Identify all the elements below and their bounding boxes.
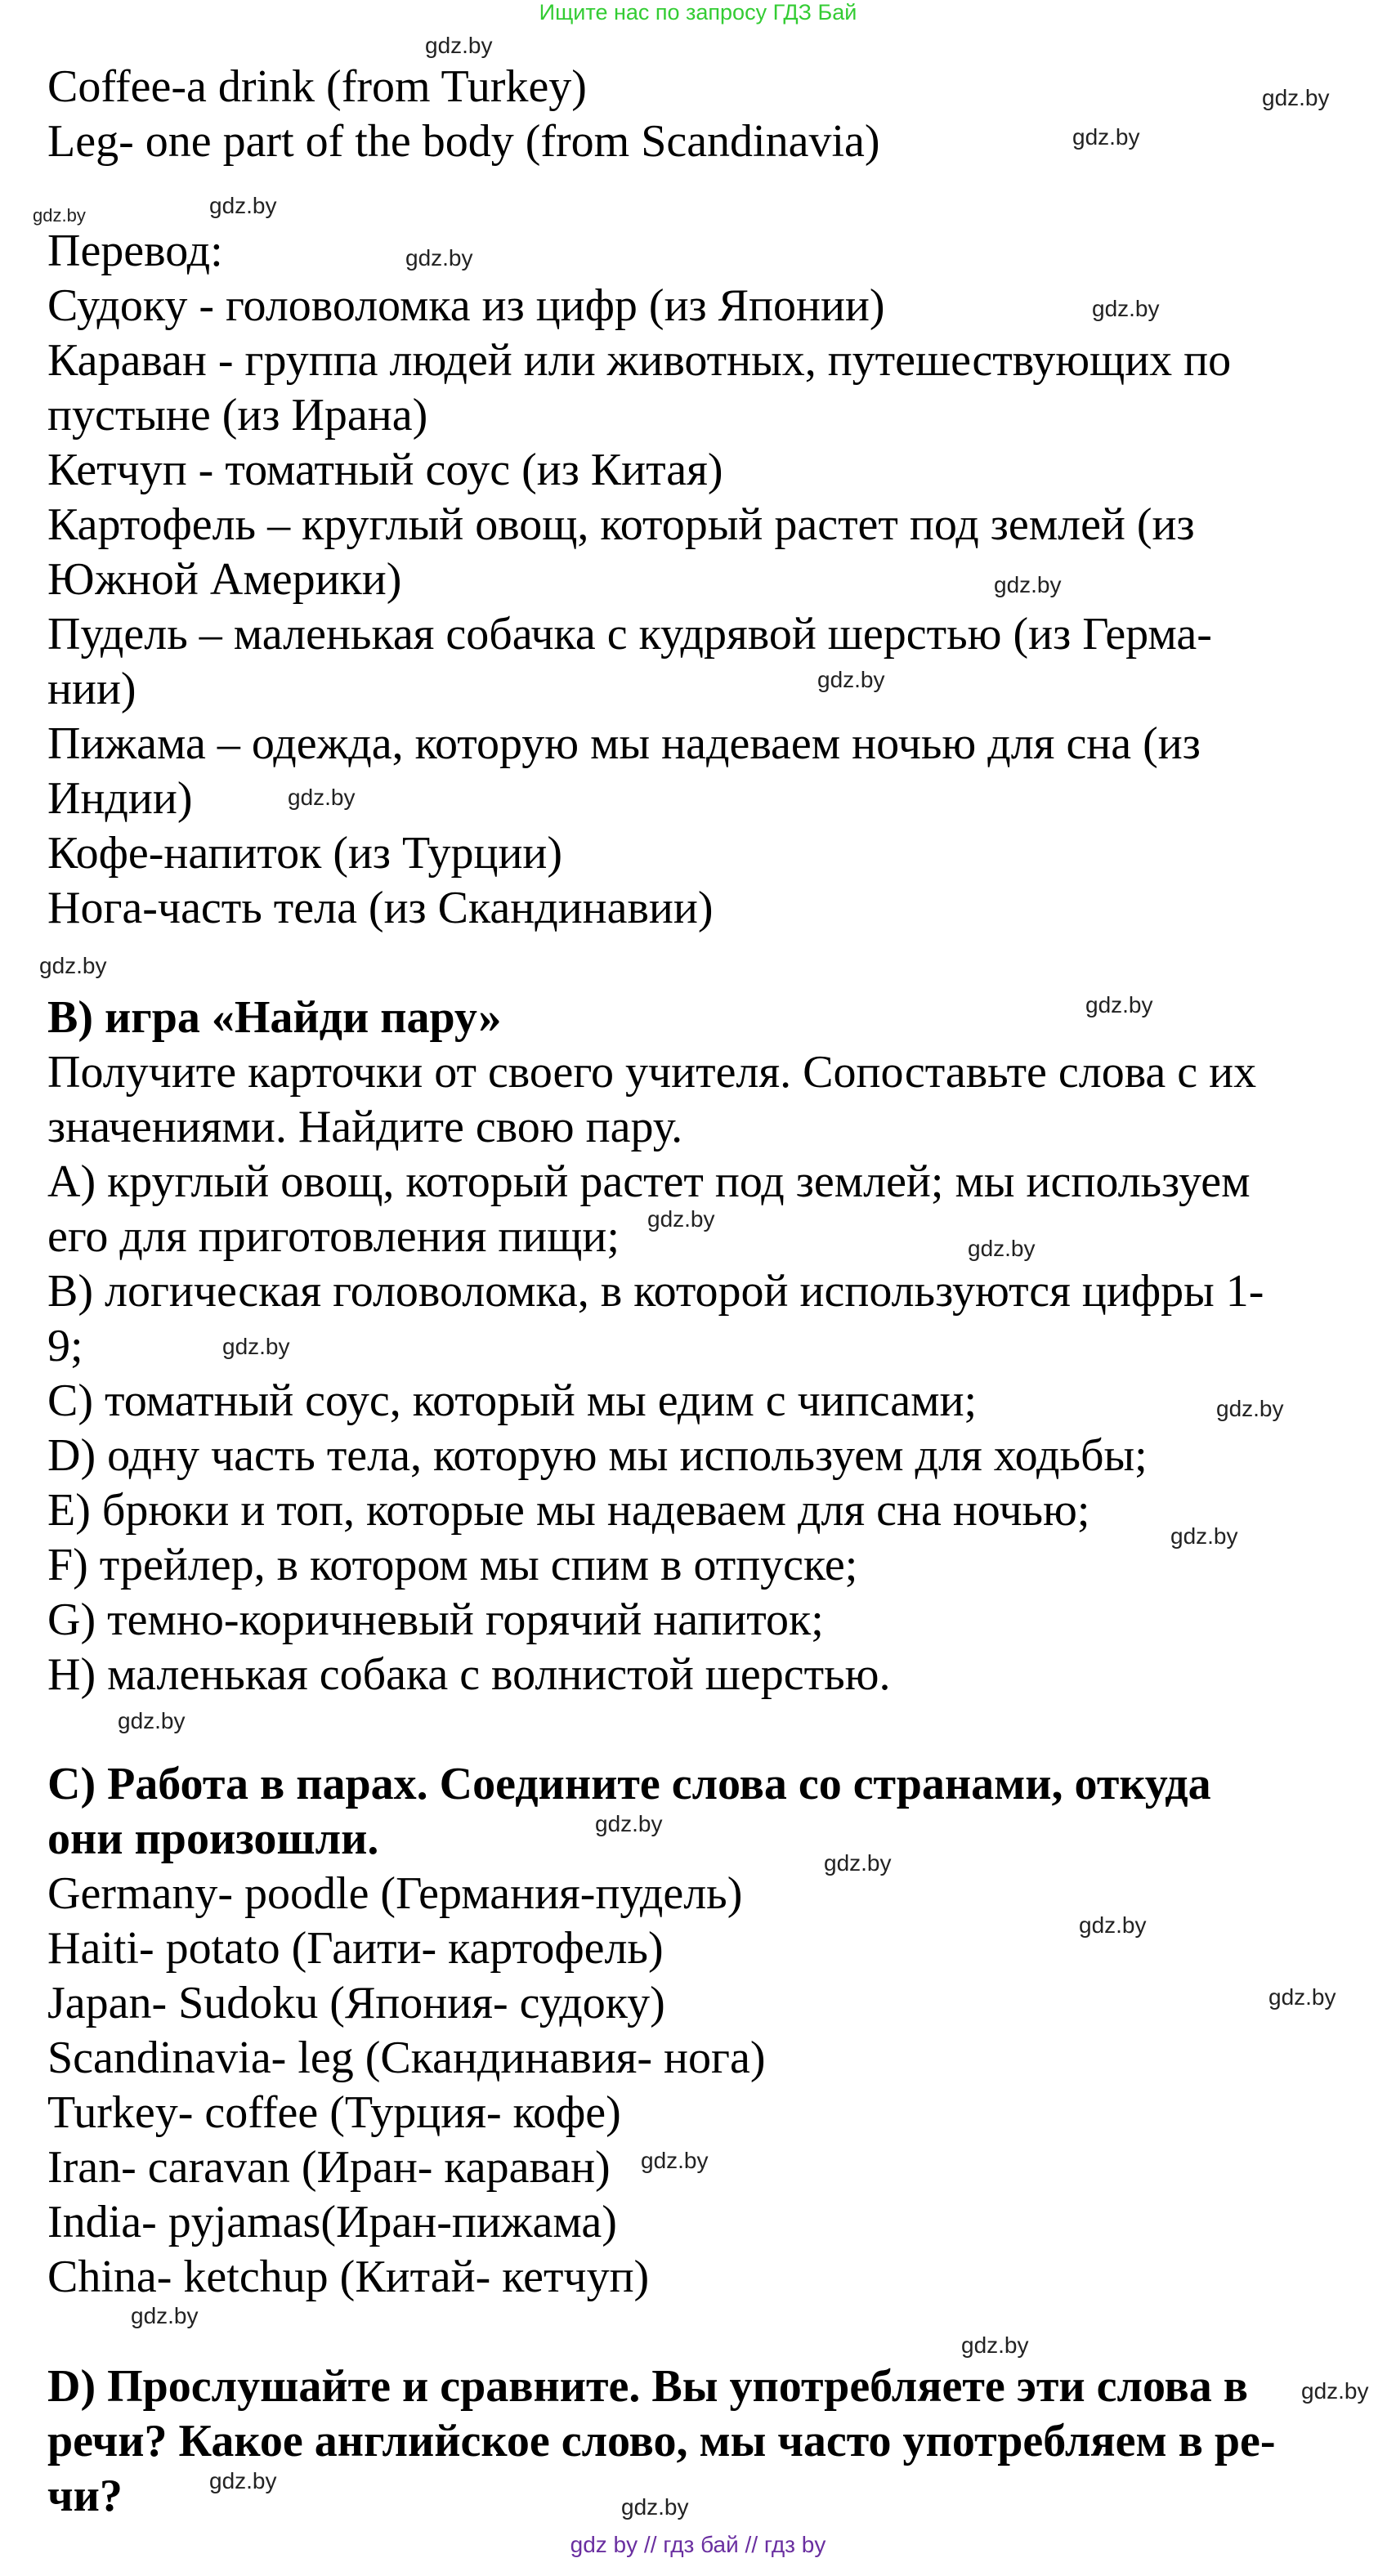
text-block <box>47 224 1275 936</box>
text-line: Leg- one part of the body (from Scandinavia) <box>47 116 880 167</box>
text-line: E) брюки и топ, которые мы надеваем для сна ночью; <box>47 1485 1090 1536</box>
text-line: Пудель – маленькая собачка с кудрявой шерстью (из Герма- <box>47 609 1212 660</box>
text-block <box>47 60 1275 169</box>
text-line: Кетчуп - томатный соус (из Китая) <box>47 445 723 495</box>
text-line: China- ketchup (Китай- кетчуп) <box>47 2252 650 2302</box>
text-line: B) логическая головоломка, в которой используются цифры 1- <box>47 1266 1264 1317</box>
watermark: gdz.by <box>1072 124 1140 150</box>
watermark: gdz.by <box>817 667 885 692</box>
text-line: Нога-часть тела (из Скандинавии) <box>47 883 714 933</box>
watermark: gdz.by <box>405 245 473 271</box>
text-line: Картофель – круглый овощ, который растет под землей (из <box>47 499 1195 550</box>
watermark: gdz.by <box>641 2148 709 2173</box>
text-line: Haiti- potato (Гаити- картофель) <box>47 1923 664 1974</box>
text-line: Караван - группа людей или животных, путешествующих по <box>47 335 1232 386</box>
text-line: C) томатный соус, который мы едим с чипсами; <box>47 1375 978 1426</box>
text-line: его для приготовления пищи; <box>47 1211 620 1262</box>
watermark: gdz.by <box>209 2468 277 2493</box>
watermark: gdz.by <box>1268 1984 1336 2010</box>
text-line: Кофе-напиток (из Турции) <box>47 828 563 879</box>
text-line: Судоку - головоломка из цифр (из Японии) <box>47 280 885 331</box>
text-line: Coffee-a drink (from Turkey) <box>47 61 587 112</box>
watermark: gdz.by <box>131 2303 199 2328</box>
text-line: нии) <box>47 664 136 714</box>
top-banner: Ищите нас по запросу ГДЗ Бай <box>539 0 857 25</box>
text-line: D) одну часть тела, которую мы используем для ходьбы; <box>47 1430 1148 1481</box>
section-heading: чи? <box>47 2471 123 2521</box>
text-line: F) трейлер, в котором мы спим в отпуске; <box>47 1540 858 1590</box>
bottom-banner: gdz by // гдз бай // гдз by <box>570 2532 826 2557</box>
text-line: H) маленькая собака с волнистой шерстью. <box>47 1649 891 1700</box>
text-line: Germany- poodle (Германия-пудель) <box>47 1868 743 1919</box>
watermark: gdz.by <box>968 1236 1036 1261</box>
section-heading: B) игра «Найди пару» <box>47 992 502 1043</box>
watermark: gdz.by <box>1216 1396 1284 1421</box>
text-line: Iran- caravan (Иран- караван) <box>47 2142 611 2193</box>
text-line: пустыне (из Ирана) <box>47 390 428 441</box>
watermark: gdz.by <box>1079 1912 1147 1938</box>
watermark: gdz.by <box>1092 296 1160 321</box>
watermark: gdz.by <box>961 2332 1029 2358</box>
watermark: gdz.by <box>33 205 86 226</box>
watermark: gdz.by <box>425 33 493 58</box>
watermark: gdz.by <box>1170 1523 1238 1549</box>
text-line: Индии) <box>47 773 193 824</box>
watermark: gdz.by <box>994 572 1062 597</box>
watermark: gdz.by <box>621 2494 689 2520</box>
text-line: Перевод: <box>47 226 223 276</box>
text-line: Южной Америки) <box>47 554 402 605</box>
text-line: G) темно-коричневый горячий напиток; <box>47 1594 824 1645</box>
text-line: Scandinavia- leg (Скандинавия- нога) <box>47 2033 766 2083</box>
section-heading: C) Работа в парах. Соедините слова со странами, откуда <box>47 1759 1211 1809</box>
section-heading: речи? Какое английское слово, мы часто употребляем в ре- <box>47 2416 1276 2466</box>
watermark: gdz.by <box>647 1206 715 1232</box>
watermark: gdz.by <box>1301 2378 1369 2404</box>
text-line: Получите карточки от своего учителя. Сопоставьте слова с их <box>47 1047 1257 1098</box>
text-line: 9; <box>47 1321 83 1371</box>
text-line: A) круглый овощ, который растет под землей; мы используем <box>47 1156 1251 1207</box>
watermark: gdz.by <box>222 1334 290 1359</box>
text-line: Japan- Sudoku (Япония- судоку) <box>47 1978 665 2028</box>
section-heading: D) Прослушайте и сравните. Вы употребляете эти слова в <box>47 2361 1249 2412</box>
section-heading: они произошли. <box>47 1813 379 1864</box>
watermark: gdz.by <box>1085 992 1153 1017</box>
watermark: gdz.by <box>39 953 107 978</box>
text-block <box>47 1757 1275 2305</box>
watermark: gdz.by <box>824 1850 892 1876</box>
watermark: gdz.by <box>209 193 277 218</box>
watermark: gdz.by <box>118 1708 186 1733</box>
text-line: Turkey- coffee (Турция- кофе) <box>47 2087 621 2138</box>
text-line: India- pyjamas(Иран-пижама) <box>47 2197 617 2247</box>
text-line: значениями. Найдите свою пару. <box>47 1102 683 1152</box>
text-line: Пижама – одежда, которую мы надеваем ночью для сна (из <box>47 718 1201 769</box>
watermark: gdz.by <box>288 785 356 810</box>
watermark: gdz.by <box>1262 85 1330 110</box>
watermark: gdz.by <box>595 1811 663 1836</box>
